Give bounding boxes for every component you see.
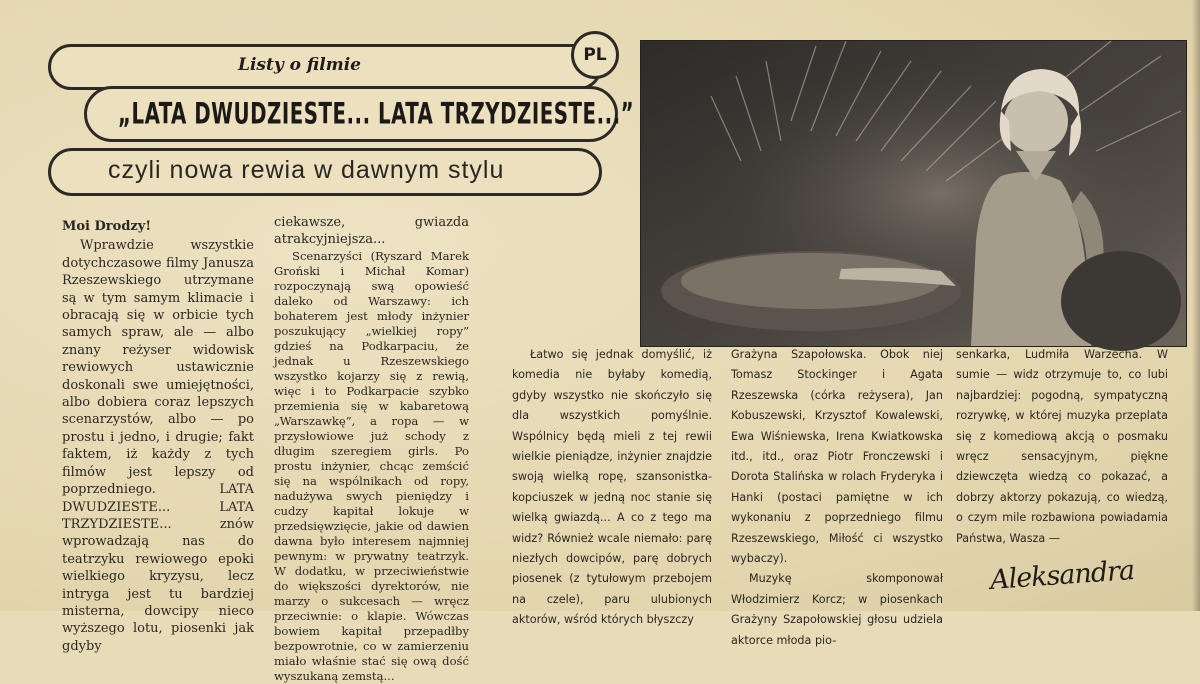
author-signature: Aleksandra (989, 555, 1136, 596)
text-column-5 (956, 345, 1168, 549)
article-headline: „LATA DWUDZIESTE... LATA TRZYDZIESTE...” (118, 98, 635, 132)
paragraph: Grażyna Szapołowska. Obok niej Tomasz Stockinger i Agata Rzeszewska (córka reżysera), Jan Kobuszewski, Krzysztof Kowalewski, Ewa Wiśniewska, Irena Kwiatkowska itd., itd., oraz Piotr Fronczewski i Dorota Stalińska w rolach Fryderyka i Hanki (postaci pamiętne w ich wykonaniu z poprzedniego filmu Rzeszewskiego, Miłość ci wszystko wybaczy). (731, 348, 943, 566)
text-column-3 (512, 345, 712, 631)
text-column-4 (731, 345, 943, 651)
photo-woman-icon (641, 41, 1186, 346)
greeting: Moi Drodzy! (62, 219, 152, 234)
film-still-photo (640, 40, 1187, 347)
page-fold-shadow (1192, 0, 1200, 611)
paragraph: Wprawdzie wszystkie dotychczasowe filmy Janusza Rzeszewskiego utrzymane są w tym samym klimacie i obracają się w orbicie tych samych spraw, ale — albo znany reżyser widowisk rewiowych ustawicznie doskonali swe umiejętności, albo dobiera coraz lepszych scenarzystów, albo — po prostu i jedno, i drugie; fakt faktem, iż każdy z tych filmów jest lepszy od poprzedniego. LATA DWUDZIESTE... LATA TRZYDZIESTE... znów wprowadzają nas do teatrzyku rewiowego epoki wielkiego kryzysu, lecz intryga jest tu bardziej misterna, dowcipy nieco wyższego lotu, piosenki jak gdyby (62, 238, 254, 654)
section-kicker: Listy o filmie (238, 55, 361, 75)
pl-badge: PL (571, 31, 619, 79)
paragraph: senkarka, Ludmiła Warzecha. W sumie — widz otrzymuje to, co lubi najbardziej: pogodną, sympatyczną rozrywkę, w której muzyka przeplata się z komediową akcją o posmaku wręcz sensacyjnym, piękne dziewczęta wiedzą co pokazać, a dobrzy aktorzy pokazują, co wiedzą, o czym mile rozbawiona powiadamia Państwa, Wasza — (956, 348, 1168, 545)
paragraph: Muzykę skomponował Włodzimierz Korcz; w piosenkach Grażyny Szapołowskiej głosu udziela aktorce młoda pio- (731, 572, 943, 647)
article-subhead: czyli nowa rewia w dawnym stylu (108, 156, 505, 184)
paragraph: Scenarzyści (Ryszard Marek Groński i Michał Komar) rozpoczynają swą opowieść daleko od Warszawy: ich bohaterem jest młody inżynier poszukujący „wielkiej ropy” gdzieś na Podkarpaciu, że jednak u Rzeszewskiego wszystko kojarzy się z rewią, więc i to Podkarpacie szybko przemienia się w kabaretową „Warszawkę”, a ropa — w przysłowiowe już schody z długim szeregiem girls. Po prostu inżynier, chcąc zemścić się na wspólnikach od ropy, nadużywa swych pieniędzy i cudzy kapitał lokuje w przedsięwzięcie, jakie od dawien dawna było interesem najmniej pewnym: w prywatny teatrzyk. W dodatku, w przeciwieństwie do większości dyrektorów, nie marzy o sukcesach — wręcz przeciwnie: o klapie. Wówczas bowiem kapitał przepadłby bezpowrotnie, co w zamierzeniu miało właśnie stać się ową dość wyszukaną zemstą... (274, 248, 469, 683)
text-column-1 (62, 218, 254, 655)
paragraph: Łatwo się jednak domyślić, iż komedia nie byłaby komedią, gdyby wszystko nie skończyło się dla wszystkich pomyślnie. Wspólnicy będą mieli z tej rewii wielkie pieniądze, inżynier znajdzie swoją wielką ropę, szansonistka-kopciuszek w jedną noc stanie się wielką gwiazdą... A co z tego ma widz? Również wcale niemało: parę niezłych dowcipów, parę dobrych piosenek (z tytułowym przebojem na czele), paru ulubionych aktorów, wśród których błyszczy (512, 348, 712, 627)
paragraph: ciekawsze, gwiazda atrakcyjniejsza... (274, 215, 469, 248)
text-column-2 (274, 214, 469, 684)
